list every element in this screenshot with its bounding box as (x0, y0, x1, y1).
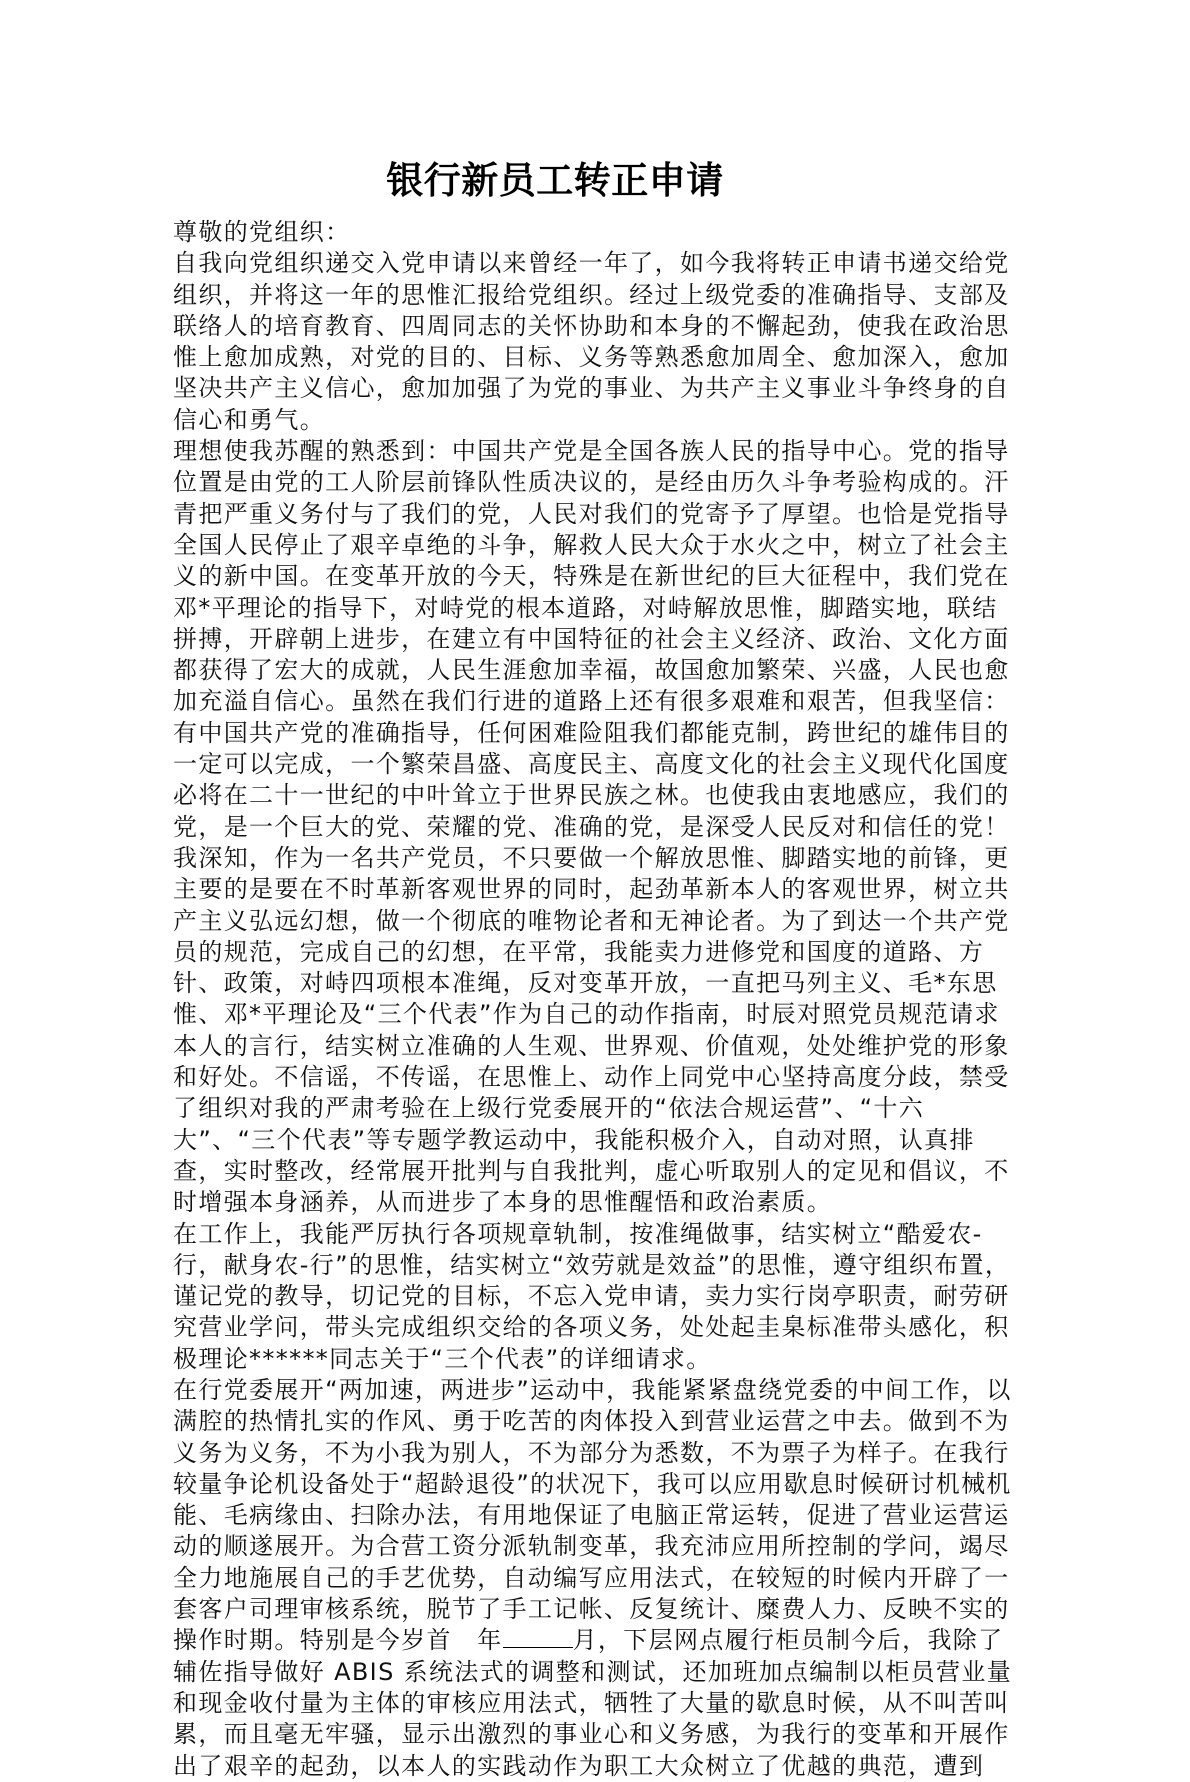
paragraph-3: 我深知，作为一名共产党员，不只要做一个解放思惟、脚踏实地的前锋，更主要的是要在不时革新客观世界的同时，起劲革新本人的客观世界，树立共产主义弘远幻想，做一个彻底的唯物论者和无神论者。为了到达一个共产党员的规范，完成自己的幻想，在平常，我能卖力进修党和国度的道路、方针、政策，对峙四项根本准绳，反对变革开放，一直把马列主义、毛*东思惟、邓*平理论及“三个代表”作为自己的动作指南，时辰对照党员规范请求本人的言行，结实树立准确的人生观、世界观、价值观，处处维护党的形象和好处。不信谣，不传谣，在思惟上、动作上同党中心坚持高度分歧，禁受了组织对我的严肃考验在上级行党委展开的“依法合规运营”、“十六大”、“三个代表”等专题学教运动中，我能积极介入，自动对照，认真排查，实时整改，经常展开批判与自我批判，虚心听取别人的定见和倡议，不时增强本身涵养，从而进步了本身的思惟醒悟和政治素质。 (173, 843, 1010, 1217)
salutation: 尊敬的党组织： (173, 218, 351, 246)
document-body (173, 217, 1021, 1782)
paragraph-4: 在工作上，我能严厉执行各项规章轨制，按准绳做事，结实树立“酷爱农-行，献身农-行”的思惟，结实树立“效劳就是效益”的思惟，遵守组织布置，谨记党的教导，切记党的目标，不忘入党申请，卖力实行岗亭职责，耐劳研究营业学问，带头完成组织交给的各项义务，处处起圭臬标准带头感化，积极理论******同志关于“三个代表”的详细请求。 (173, 1219, 1011, 1373)
month-blank-field (503, 1627, 573, 1648)
paragraph-5 (173, 1375, 1021, 1782)
paragraph-2: 理想使我苏醒的熟悉到：中国共产党是全国各族人民的指导中心。党的指导位置是由党的工人阶层前锋队性质决议的，是经由历久斗争考验构成的。汗青把严重义务付与了我们的党，人民对我们的党寄予了厚望。也恰是党指导全国人民停止了艰辛卓绝的斗争，解救人民大众于水火之中，树立了社会主义的新中国。在变革开放的今天，特殊是在新世纪的巨大征程中，我们党在邓*平理论的指导下，对峙党的根本道路，对峙解放思惟，脚踏实地，联结拼搏，开辟朝上进步，在建立有中国特征的社会主义经济、政治、文化方面都获得了宏大的成就，人民生涯愈加幸福，故国愈加繁荣、兴盛，人民也愈加充溢自信心。虽然在我们行进的道路上还有很多艰难和艰苦，但我坚信：有中国共产党的准确指导，任何困难险阻我们都能克制，跨世纪的雄伟目的一定可以完成，一个繁荣昌盛、高度民主、高度文化的社会主义现代化国度必将在二十一世纪的中叶耸立于世界民族之林。也使我由衷地感应，我们的党，是一个巨大的党、荣耀的党、准确的党，是深受人民反对和信任的党！ (173, 437, 1010, 841)
paragraph-5-part-1: 在行党委展开“两加速，两进步”运动中，我能紧紧盘绕党委的中间工作，以满腔的热情扎实的作风、勇于吃苦的肉体投入到营业运营之中去。做到不为义务为义务，不为小我为别人，不为部分为悉数，不为票子为样子。在我行较量争论机设备处于“超龄退役”的状况下，我可以应用歇息时候研讨机械机能、毛病缘由、扫除办法，有用地保证了电脑正常运转，促进了营业运营运动的顺遂展开。为合营工资分派轨制变革，我充沛应用所控制的学问，竭尽全力地施展自己的手艺优势，自动编写应用法式，在较短的时候内开辟了一套客户司理审核系统，脱节了手工记帐、反复统计、糜费人力、反映不实的操作时期。特别是今岁首 年 (173, 1375, 1012, 1655)
document-title: 银行新员工转正申请 (386, 158, 724, 202)
paragraph-1: 自我向党组织递交入党申请以来曾经一年了，如今我将转正申请书递交给党组织，并将这一年的思惟汇报给党组织。经过上级党委的准确指导、支部及联络人的培育教育、四周同志的关怀协助和本身的不懈起劲，使我在政治思惟上愈加成熟，对党的目的、目标、义务等熟悉愈加周全、愈加深入，愈加坚决共产主义信心，愈加加强了为党的事业、为共产主义事业斗争终身的自信心和勇气。 (173, 249, 1010, 434)
paragraph-5-part-2: 月，下层网点履行柜员制今后，我除了辅佐指导做好 ABIS 系统法式的调整和测试，还加班加点编制以柜员营业量和现金收付量为主体的审核应用法式，牺牲了大量的歇息时候，从不叫苦叫累，而且毫无牢骚，显示出激烈的事业心和义务感，为我行的变革和开展作出了艰辛的起劲，以本人的实践动作为职工大众树立了优越的典范，遭到 (173, 1626, 1013, 1780)
